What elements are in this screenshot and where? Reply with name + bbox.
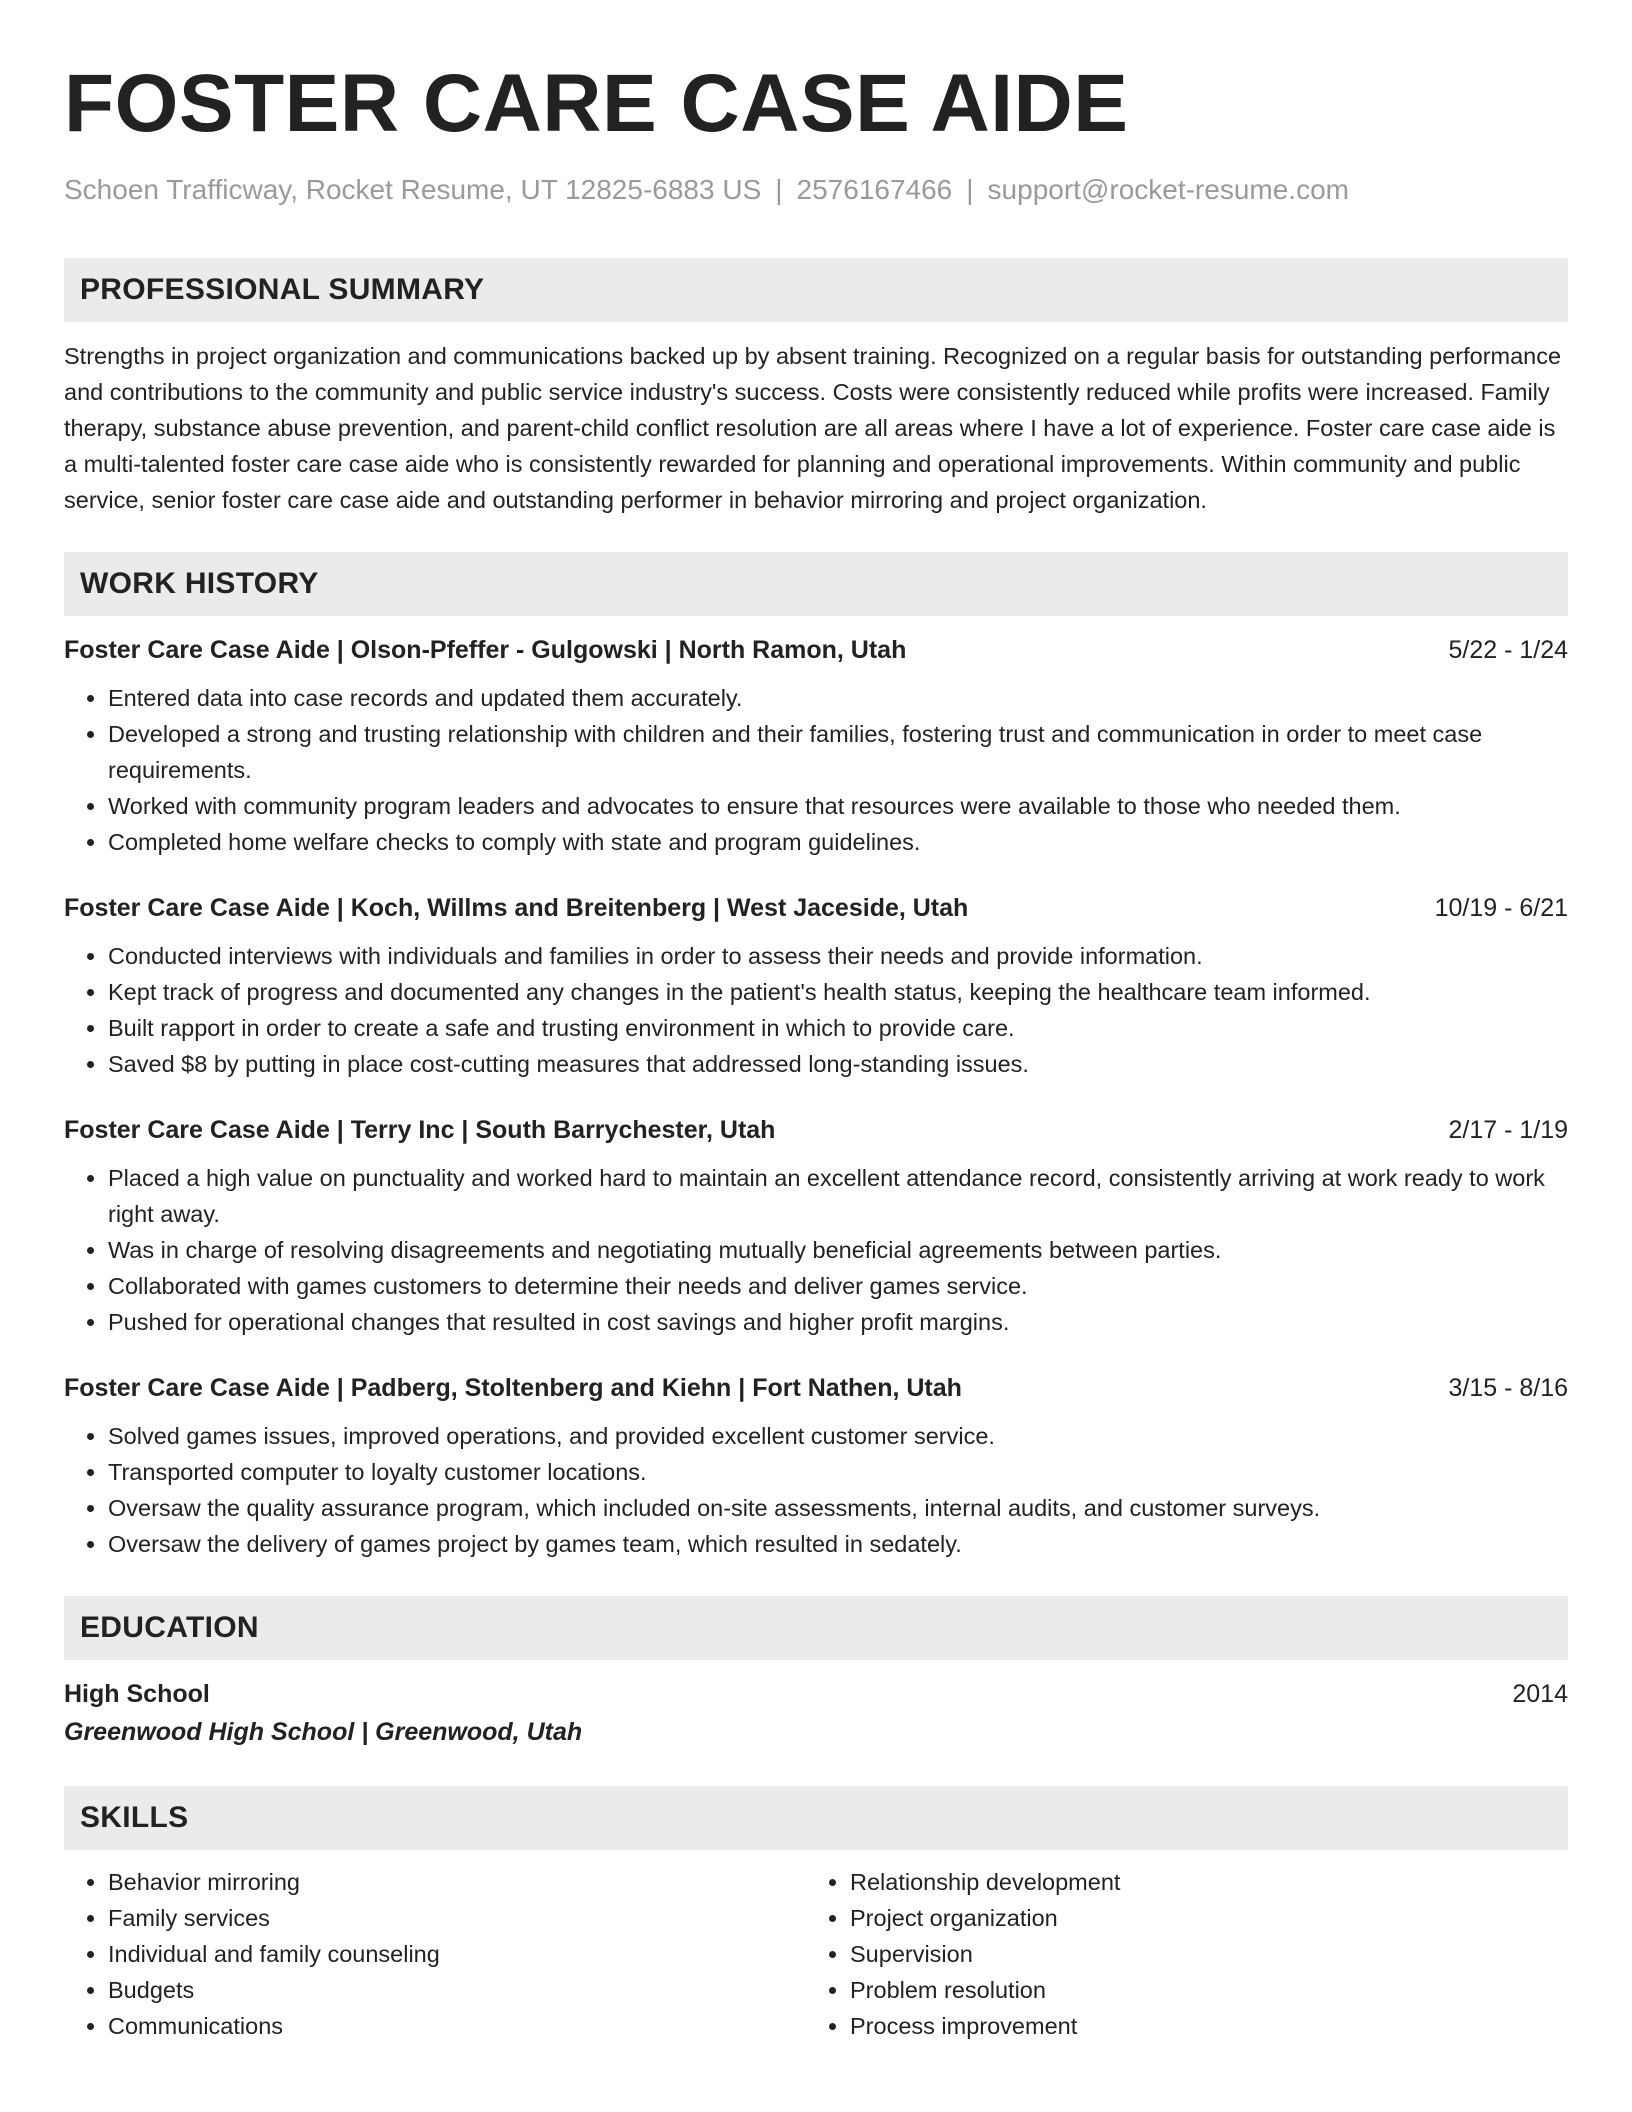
skill-item: • Family services [108,1900,806,1936]
job-header [64,632,1568,668]
contact-separator: | [966,174,974,205]
job-title: Foster Care Case Aide | Terry Inc | South Barrychester, Utah [64,1116,776,1144]
skill-item: • Budgets [108,1972,806,2008]
job-dates: 10/19 - 6/21 [1434,894,1568,922]
skill-item: • Process improvement [850,2008,1548,2044]
job-entry [64,1370,1568,1562]
skill-item: • Problem resolution [850,1972,1548,2008]
job-bullet: • Placed a high value on punctuality and worked hard to maintain an excellent attendance record, consistently arriving at work ready to work right away. [108,1160,1568,1232]
job-bullet: • Worked with community program leaders and advocates to ensure that resources were available to those who needed them. [108,788,1568,824]
job-title: Foster Care Case Aide | Padberg, Stoltenberg and Kiehn | Fort Nathen, Utah [64,1374,962,1402]
resume-page [64,56,1568,2044]
job-bullet: • Pushed for operational changes that resulted in cost savings and higher profit margins. [108,1304,1568,1340]
job-bullets [64,1418,1568,1562]
work-heading: WORK HISTORY [80,567,319,600]
job-header [64,1112,1568,1148]
job-bullet: • Completed home welfare checks to comply with state and program guidelines. [108,824,1568,860]
job-dates: 2/17 - 1/19 [1448,1116,1568,1144]
job-bullet: • Transported computer to loyalty customer locations. [108,1454,1568,1490]
skill-item: • Behavior mirroring [108,1864,806,1900]
education-section-header [64,1596,1568,1660]
contact-separator: | [775,174,783,205]
resume-name: FOSTER CARE CASE AIDE [64,58,1129,149]
skills-section-header [64,1786,1568,1850]
skills-column-left [64,1864,806,2044]
job-bullets [64,938,1568,1082]
education-entry [64,1676,1568,1752]
education-degree: High School [64,1680,210,1708]
skills-column-right [806,1864,1548,2044]
job-dates: 5/22 - 1/24 [1448,636,1568,664]
job-bullet: • Solved games issues, improved operations, and provided excellent customer service. [108,1418,1568,1454]
contact-email: support@rocket-resume.com [987,174,1349,205]
summary-text: Strengths in project organization and communications backed up by absent training. Recognized on a regular basis for outstanding performance and contributions to the community and public service industry's success. Costs were consistently reduced while profits were increased. Family therapy, substance abuse prevention, and parent-child conflict resolution are all areas where I have a lot of experience. Foster care case aide is a multi-talented foster care case aide who is consistently rewarded for planning and operational improvements. Within community and public service, senior foster care case aide and outstanding performer in behavior mirroring and project organization. [64,343,1562,513]
job-bullet: • Conducted interviews with individuals and families in order to assess their needs and provide information. [108,938,1568,974]
skill-item: • Communications [108,2008,806,2044]
summary-section-header [64,258,1568,322]
job-bullet: • Oversaw the quality assurance program, which included on-site assessments, internal audits, and customer surveys. [108,1490,1568,1526]
education-year: 2014 [1512,1680,1568,1708]
job-bullet: • Collaborated with games customers to determine their needs and deliver games service. [108,1268,1568,1304]
job-bullet: • Entered data into case records and updated them accurately. [108,680,1568,716]
skill-item: • Relationship development [850,1864,1548,1900]
summary-heading: PROFESSIONAL SUMMARY [80,273,485,306]
job-title: Foster Care Case Aide | Olson-Pfeffer - Gulgowski | North Ramon, Utah [64,636,907,664]
job-bullet: • Oversaw the delivery of games project by games team, which resulted in sedately. [108,1526,1568,1562]
job-entry [64,632,1568,860]
contact-line [64,170,1568,210]
job-dates: 3/15 - 8/16 [1448,1374,1568,1402]
job-bullet: • Kept track of progress and documented any changes in the patient's health status, keeping the healthcare team informed. [108,974,1568,1010]
job-bullet: • Developed a strong and trusting relationship with children and their families, fostering trust and communication in order to meet case requirements. [108,716,1568,788]
education-school: Greenwood High School | Greenwood, Utah [64,1718,583,1746]
skill-item: • Project organization [850,1900,1548,1936]
job-bullet: • Saved $8 by putting in place cost-cutting measures that addressed long-standing issues. [108,1046,1568,1082]
job-bullet: • Built rapport in order to create a safe and trusting environment in which to provide care. [108,1010,1568,1046]
job-title: Foster Care Case Aide | Koch, Willms and Breitenberg | West Jaceside, Utah [64,894,969,922]
skill-item: • Individual and family counseling [108,1936,806,1972]
education-header [64,1676,1568,1712]
education-heading: EDUCATION [80,1611,259,1644]
job-header [64,890,1568,926]
skill-item: • Supervision [850,1936,1548,1972]
job-header [64,1370,1568,1406]
skills-heading: SKILLS [80,1801,189,1834]
job-entry [64,890,1568,1082]
job-bullets [64,1160,1568,1340]
skills-list [64,1864,1568,2044]
job-bullet: • Was in charge of resolving disagreements and negotiating mutually beneficial agreements between parties. [108,1232,1568,1268]
work-section-header [64,552,1568,616]
job-bullets [64,680,1568,860]
contact-address: Schoen Trafficway, Rocket Resume, UT 12825-6883 US [64,174,762,205]
job-entry [64,1112,1568,1340]
contact-phone: 2576167466 [796,174,953,205]
